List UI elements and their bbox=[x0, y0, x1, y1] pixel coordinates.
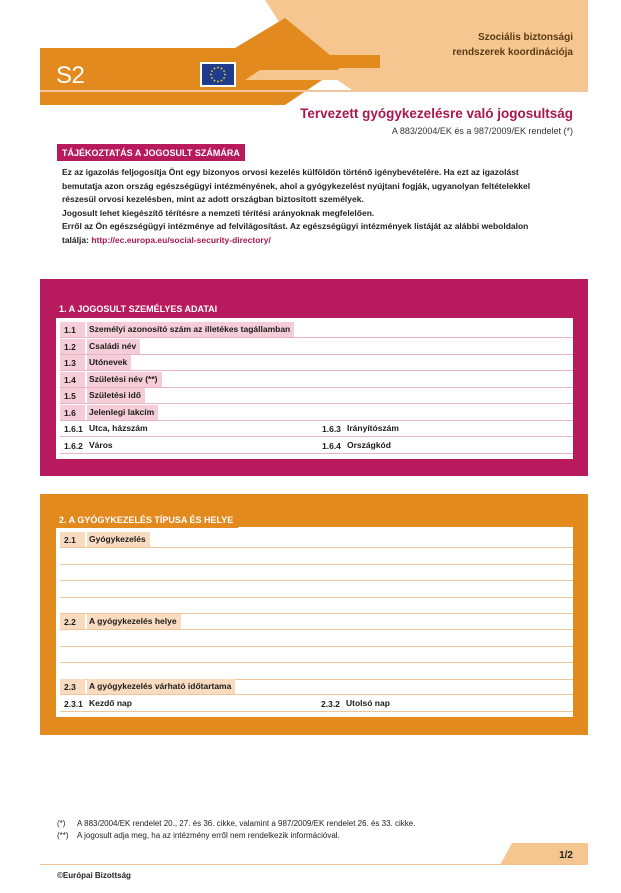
info-line: Ez az igazolás feljogosítja Önt egy bizonyos orvosi kezelés külföldön történő igénybevételére. Ha ezt az igazolást bbox=[62, 167, 519, 177]
eu-star-icon bbox=[223, 70, 225, 72]
field-label: Irányítószám bbox=[347, 423, 399, 433]
field-label: Születési idő bbox=[87, 388, 145, 403]
field-row[interactable] bbox=[318, 438, 573, 454]
field-row[interactable] bbox=[60, 405, 573, 421]
eu-star-icon bbox=[214, 80, 216, 82]
field-row[interactable] bbox=[317, 696, 573, 712]
field-row[interactable] bbox=[60, 679, 573, 695]
eu-star-icon bbox=[217, 81, 219, 83]
info-line: részesül orvosi kezelésben, mint az adott országban biztosított személyek. bbox=[62, 194, 364, 204]
field-label: Utónevek bbox=[87, 355, 131, 370]
agency-line-2: rendszerek koordinációja bbox=[452, 47, 573, 58]
field-number: 2.3.1 bbox=[64, 699, 83, 709]
field-number: 1.1 bbox=[64, 325, 76, 335]
eu-star-icon bbox=[221, 68, 223, 70]
field-row[interactable] bbox=[318, 421, 573, 437]
info-line bbox=[62, 234, 568, 248]
document-title: Tervezett gyógykezelésre való jogosultság bbox=[300, 106, 573, 121]
info-line: Erről az Ön egészségügyi intézménye ad felvilágosítást. Az egészségügyi intézmények listáját az alábbi weboldalon bbox=[62, 221, 529, 231]
footnote-mark: (*) bbox=[57, 819, 66, 828]
eu-flag-icon bbox=[200, 62, 236, 87]
field-label: A gyógykezelés várható időtartama bbox=[87, 679, 235, 694]
field-row[interactable] bbox=[60, 372, 573, 388]
header-stripe bbox=[245, 70, 392, 80]
field-label: A gyógykezelés helye bbox=[87, 614, 181, 629]
directory-link[interactable]: http://ec.europa.eu/social-security-directory/ bbox=[91, 234, 271, 245]
field-row[interactable] bbox=[60, 532, 573, 548]
footnote bbox=[57, 830, 415, 842]
footnotes bbox=[57, 818, 415, 841]
field-number: 1.4 bbox=[64, 375, 76, 385]
blank-line[interactable] bbox=[60, 580, 573, 581]
footnote-mark: (**) bbox=[57, 830, 69, 840]
info-line: Jogosult lehet kiegészítő térítésre a nemzeti térítési arányoknak megfelelően. bbox=[62, 207, 375, 218]
info-label: TÁJÉKOZTATÁS A JOGOSULT SZÁMÁRA bbox=[57, 144, 245, 161]
field-label: Utca, házszám bbox=[89, 423, 148, 433]
field-number: 1.6.2 bbox=[64, 441, 83, 451]
field-number: 1.6.1 bbox=[64, 424, 83, 434]
document-subtitle: A 883/2004/EK és a 987/2009/EK rendelet (*) bbox=[391, 126, 573, 136]
field-number: 2.1 bbox=[64, 535, 76, 545]
field-row[interactable] bbox=[60, 421, 318, 437]
eu-star-icon bbox=[224, 74, 226, 76]
blank-line[interactable] bbox=[60, 597, 573, 598]
footnote-text: A jogosult adja meg, ha az intézmény erről nem rendelkezik információval. bbox=[77, 830, 340, 840]
info-text bbox=[62, 166, 568, 247]
section2-title: 2. A GYÓGYKEZELÉS TÍPUSA ÉS HELYE bbox=[56, 511, 238, 528]
field-number: 1.6 bbox=[64, 408, 76, 418]
page-number: 1/2 bbox=[559, 850, 573, 861]
field-number: 1.5 bbox=[64, 391, 76, 401]
field-label: Gyógykezelés bbox=[87, 532, 150, 547]
field-number: 1.6.3 bbox=[322, 424, 341, 434]
eu-star-icon bbox=[221, 80, 223, 82]
eu-star-icon bbox=[217, 67, 219, 69]
field-row[interactable] bbox=[60, 339, 573, 355]
info-link-prefix: találja: bbox=[62, 234, 89, 245]
field-label: Személyi azonosító szám az illetékes tagállamban bbox=[87, 322, 294, 337]
field-label: Jelenlegi lakcím bbox=[87, 405, 158, 420]
footnote-text: A 883/2004/EK rendelet 20., 27. és 36. cikke, valamint a 987/2009/EK rendelet 26. és 33. cikke. bbox=[77, 819, 416, 828]
field-number: 2.3 bbox=[64, 682, 76, 692]
field-number: 1.6.4 bbox=[322, 441, 341, 451]
header-rule bbox=[40, 90, 588, 92]
footnote bbox=[57, 818, 415, 830]
page-tab bbox=[500, 843, 588, 865]
eu-star-icon bbox=[211, 70, 213, 72]
field-label: Város bbox=[89, 440, 113, 450]
copyright: ©Európai Bizottság bbox=[57, 871, 131, 880]
field-label: Családi név bbox=[87, 339, 140, 354]
field-row[interactable] bbox=[60, 322, 573, 338]
eu-star-icon bbox=[211, 77, 213, 79]
section1-title: 1. A JOGOSULT SZEMÉLYES ADATAI bbox=[56, 300, 222, 317]
field-row[interactable] bbox=[60, 355, 573, 371]
blank-line[interactable] bbox=[60, 662, 573, 663]
blank-line[interactable] bbox=[60, 564, 573, 565]
eu-star-icon bbox=[223, 77, 225, 79]
field-row[interactable] bbox=[60, 696, 317, 712]
field-row[interactable] bbox=[60, 438, 318, 454]
info-line: bemutatja azon ország egészségügyi intézményének, ahol a gyógykezelést nyújtani fogják, ugyanolyan feltételekkel bbox=[62, 180, 531, 191]
field-label: Utolsó nap bbox=[346, 698, 390, 708]
blank-line[interactable] bbox=[60, 646, 573, 647]
agency-name bbox=[452, 30, 573, 60]
field-label: Kezdő nap bbox=[89, 698, 132, 708]
agency-line-1: Szociális biztonsági bbox=[477, 32, 573, 43]
field-row[interactable] bbox=[60, 388, 573, 404]
eu-star-icon bbox=[210, 74, 212, 76]
field-number: 1.3 bbox=[64, 358, 76, 368]
field-number: 2.2 bbox=[64, 617, 76, 627]
field-label: Országkód bbox=[347, 440, 391, 450]
field-number: 2.3.2 bbox=[321, 699, 340, 709]
field-row[interactable] bbox=[60, 614, 573, 630]
eu-star-icon bbox=[214, 68, 216, 70]
field-label: Születési név (**) bbox=[87, 372, 162, 387]
field-number: 1.2 bbox=[64, 342, 76, 352]
form-code: S2 bbox=[56, 62, 85, 89]
